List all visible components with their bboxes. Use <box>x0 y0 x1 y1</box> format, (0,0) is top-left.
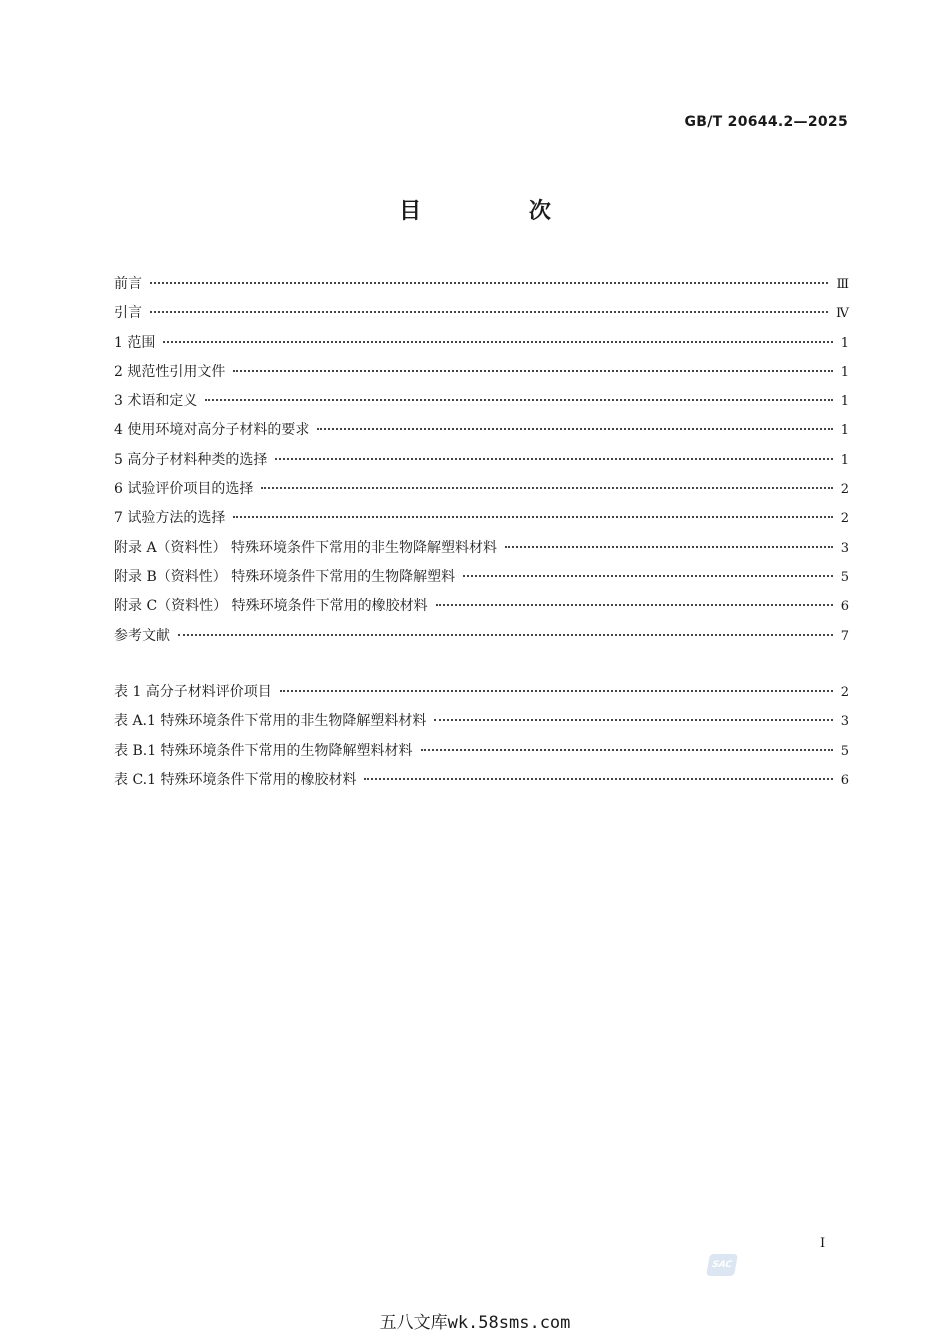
toc-entry-normative-references[interactable]: 2 规范性引用文件 1 <box>114 363 849 380</box>
toc-entry-requirements[interactable]: 4 使用环境对高分子材料的要求 1 <box>114 422 849 439</box>
dot-leader <box>280 690 833 692</box>
dot-leader <box>275 458 832 460</box>
toc-entry-annex-b[interactable]: 附录 B（资料性） 特殊环境条件下常用的生物降解塑料 5 <box>114 568 849 585</box>
dot-leader <box>163 341 832 343</box>
dot-leader <box>233 516 832 518</box>
toc-entry-table-1[interactable]: 表 1 高分子材料评价项目 2 <box>114 684 849 700</box>
dot-leader <box>421 749 833 751</box>
toc-entry-terms[interactable]: 3 术语和定义 1 <box>114 393 849 410</box>
page-number: I <box>820 1236 826 1251</box>
dot-leader <box>205 399 832 401</box>
toc-entry-foreword[interactable]: 前言 Ⅲ <box>114 276 849 292</box>
dot-leader <box>434 719 832 721</box>
table-of-contents <box>114 270 849 651</box>
dot-leader <box>178 634 833 636</box>
sac-logo: SAC <box>706 1254 738 1276</box>
toc-entry-material-selection[interactable]: 5 高分子材料种类的选择 1 <box>114 451 849 468</box>
toc-entry-test-methods[interactable]: 7 试验方法的选择 2 <box>114 510 849 527</box>
toc-entry-annex-a[interactable]: 附录 A（资料性） 特殊环境条件下常用的非生物降解塑料材料 3 <box>114 539 849 556</box>
toc-entry-table-b1[interactable]: 表 B.1 特殊环境条件下常用的生物降解塑料材料 5 <box>114 742 849 759</box>
toc-entry-evaluation-items[interactable]: 6 试验评价项目的选择 2 <box>114 481 849 498</box>
toc-entry-scope[interactable]: 1 范围 1 <box>114 334 849 351</box>
toc-entry-table-a1[interactable]: 表 A.1 特殊环境条件下常用的非生物降解塑料材料 3 <box>114 713 849 730</box>
toc-entry-annex-c[interactable]: 附录 C（资料性） 特殊环境条件下常用的橡胶材料 6 <box>114 598 849 615</box>
dot-leader <box>463 575 833 577</box>
dot-leader <box>364 778 832 780</box>
list-of-tables <box>114 678 849 795</box>
dot-leader <box>261 487 832 489</box>
standard-number: GB/T 20644.2—2025 <box>684 114 848 130</box>
toc-entry-table-c1[interactable]: 表 C.1 特殊环境条件下常用的橡胶材料 6 <box>114 771 849 788</box>
dot-leader <box>317 428 832 430</box>
toc-entry-bibliography[interactable]: 参考文献 7 <box>114 627 849 644</box>
dot-leader <box>150 311 828 313</box>
page-title: 目 次 <box>399 199 601 224</box>
dot-leader <box>505 546 833 548</box>
toc-entry-introduction[interactable]: 引言 Ⅳ <box>114 305 849 322</box>
dot-leader <box>436 604 833 606</box>
watermark-text: 五八文库wk.58sms.com <box>379 1313 571 1333</box>
dot-leader <box>233 370 832 372</box>
dot-leader <box>150 282 828 284</box>
